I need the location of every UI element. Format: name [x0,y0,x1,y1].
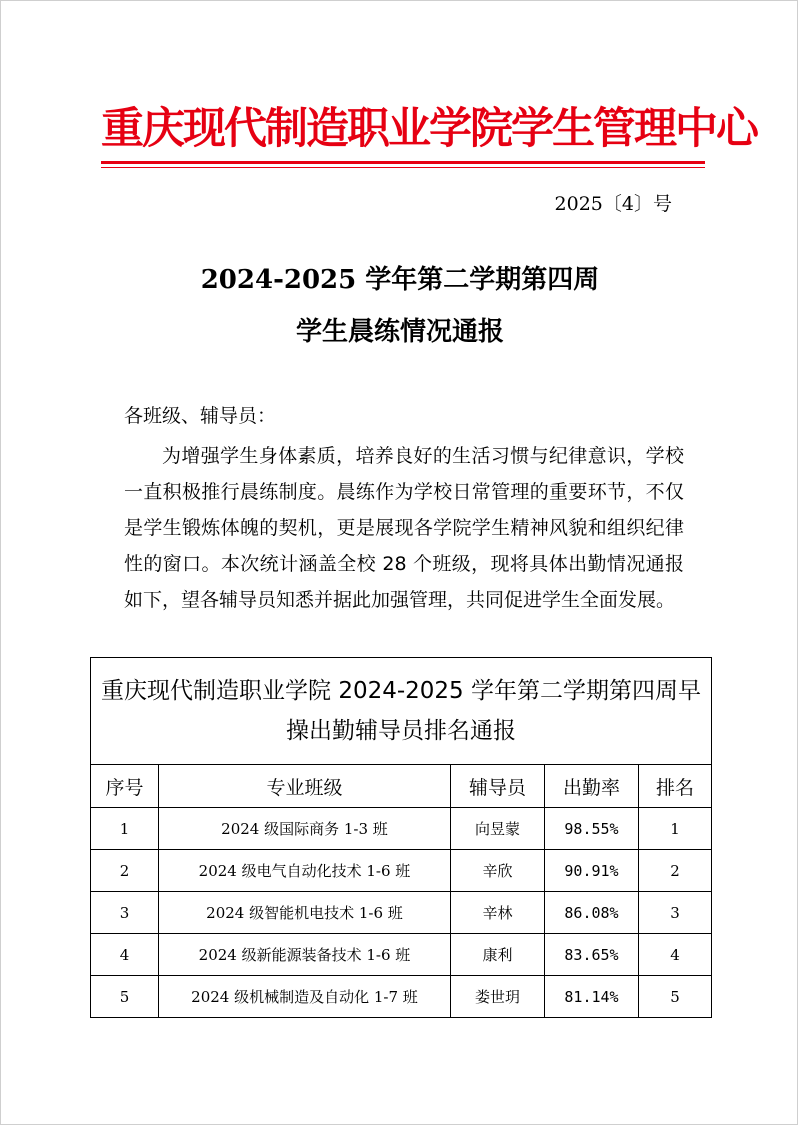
column-header-attendance: 出勤率 [545,765,639,808]
notice-title-line-2: 学生晨练情况通报 [295,317,504,347]
row-class: 2024 级智能机电技术 1-6 班 [159,892,451,934]
row-attendance: 83.65% [545,934,639,976]
table-row [91,892,712,934]
row-rank: 2 [639,850,712,892]
row-index: 1 [91,808,159,850]
table-row [91,850,712,892]
row-class: 2024 级机械制造及自动化 1-7 班 [159,976,451,1018]
row-rank: 4 [639,934,712,976]
table-row [91,976,712,1018]
masthead-title: 重庆现代制造职业学院学生管理中心 [101,104,757,154]
row-index: 5 [91,976,159,1018]
row-class: 2024 级国际商务 1-3 班 [159,808,451,850]
row-counselor: 辛林 [451,892,545,934]
table-row [91,934,712,976]
column-header-counselor: 辅导员 [451,765,545,808]
row-attendance: 98.55% [545,808,639,850]
table-header-row [91,765,712,808]
masthead-divider-thin [101,167,705,168]
document-number: 2025〔4〕号 [554,193,672,215]
masthead-divider-thick [101,161,705,164]
body-paragraph: 为增强学生身体素质，培养良好的生活习惯与纪律意识，学校一直积极推行晨练制度。晨练作为学校日常管理的重要环节，不仅是学生锻炼体魄的契机，更是展现各学院学生精神风貌和组织纪律性的窗口。本次统计涵盖全校 28 个班级，现将具体出勤情况通报如下，望各辅导员知悉并据此加强管理，共同促进学生全面发展。 [124,445,684,611]
row-attendance: 90.91% [545,850,639,892]
table-row [91,808,712,850]
row-counselor: 娄世玥 [451,976,545,1018]
row-index: 3 [91,892,159,934]
row-counselor: 康利 [451,934,545,976]
row-attendance: 86.08% [545,892,639,934]
row-class: 2024 级电气自动化技术 1-6 班 [159,850,451,892]
attendance-ranking-table [90,657,712,1018]
column-header-class: 专业班级 [159,765,451,808]
salutation: 各班级、辅导员： [124,405,277,427]
row-class: 2024 级新能源装备技术 1-6 班 [159,934,451,976]
row-counselor: 辛欣 [451,850,545,892]
column-header-index: 序号 [91,765,159,808]
column-header-rank: 排名 [639,765,712,808]
row-rank: 5 [639,976,712,1018]
row-rank: 3 [639,892,712,934]
notice-title-line-1: 2024-2025 学年第二学期第四周 [200,265,600,295]
row-counselor: 向昱蒙 [451,808,545,850]
row-index: 4 [91,934,159,976]
table-caption: 重庆现代制造职业学院 2024-2025 学年第二学期第四周早操出勤辅导员排名通报 [91,658,712,765]
row-rank: 1 [639,808,712,850]
row-attendance: 81.14% [545,976,639,1018]
row-index: 2 [91,850,159,892]
